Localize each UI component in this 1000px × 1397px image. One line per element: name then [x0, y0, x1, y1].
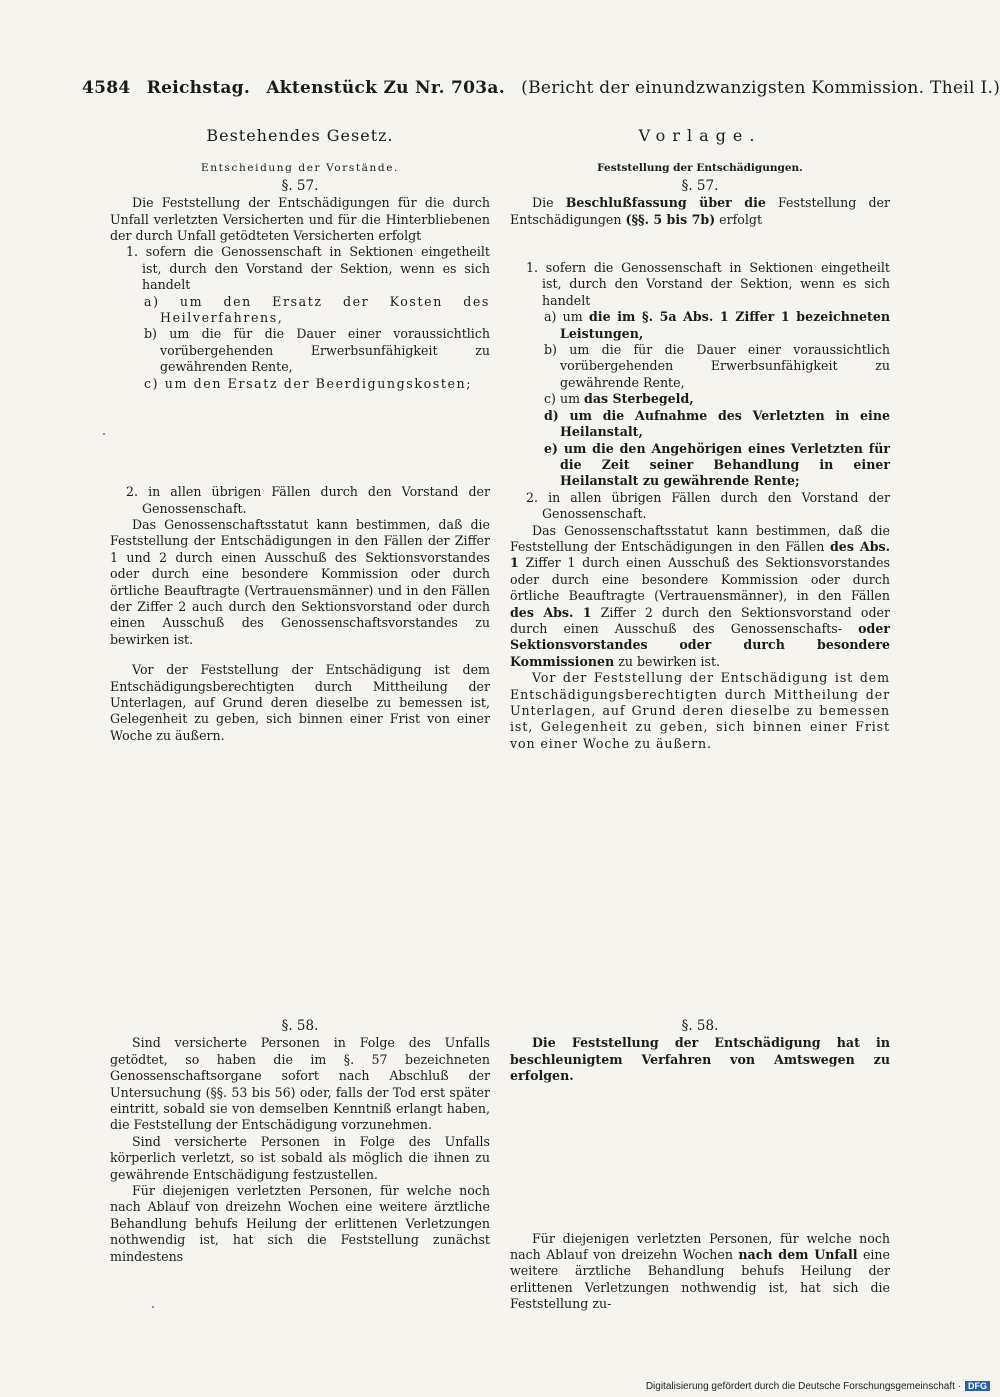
header-aktenstueck: Aktenstück Zu Nr. 703a.: [266, 78, 505, 98]
dfg-logo: DFG: [965, 1381, 990, 1391]
left-p58b: Sind versicherte Personen in Folge des Unfalls körperlich verletzt, so ist sobald als möglich die ihnen zu gewährende Entschädigung festzustellen.: [110, 1133, 490, 1182]
left-p58a: Sind versicherte Personen in Folge des Unfalls getödtet, so haben die im §. 57 bezeichneten Genossenschaftsorgane sofort nach Abschluß der Untersuchung (§§. 53 bis 56) oder, falls der Tod erst später eintritt, sobald sie von demselben Kenntniß erlangt haben, die Feststellung der Entschädigung vorzunehmen.: [110, 1035, 490, 1133]
right-column-sec58: [510, 1018, 890, 1313]
left-p3: Vor der Feststellung der Entschädigung ist dem Entschädigungsberechtigten durch Mittheilung der Unterlagen, auf Grund deren dieselbe zu bemessen ist, Gelegenheit zu geben, sich binnen einer Frist von einer Woche zu äußern.: [110, 662, 490, 743]
right-item-1d: d) um die Aufnahme des Verletzten in eine Heilanstalt,: [544, 407, 890, 440]
right-item-1: 1. sofern die Genossenschaft in Sektionen eingetheilt ist, durch den Vorstand der Sektion, wenn es sich handelt: [526, 260, 890, 308]
margin-mark: [152, 1306, 154, 1308]
right-section-57: §. 57.: [681, 177, 719, 194]
left-p2: Das Genossenschaftsstatut kann bestimmen, daß die Feststellung der Entschädigungen in den Fällen der Ziffer 1 und 2 durch einen Ausschuß des Sektionsvorstandes oder durch eine besondere Kommission oder durch örtliche Beauftragte (Vertrauensmänner) und in den Fällen der Ziffer 2 auch durch den Sektionsvorstand oder durch einen Ausschuß des Genossenschaftsvorstandes zu bewirken ist.: [110, 516, 490, 647]
left-p58c: Für diejenigen verletzten Personen, für welche noch nach Ablauf von dreizehn Wochen eine weitere ärztliche Behandlung behufs Heilung der erlittenen Verletzungen nothwendig ist, hat sich die Feststellung zunächst mindestens: [110, 1183, 490, 1264]
right-item-2: 2. in allen übrigen Fällen durch den Vorstand der Genossenschaft.: [526, 489, 890, 522]
right-p1-bold-1: Beschlußfassung über die: [565, 195, 766, 211]
right-section-58: §. 58.: [681, 1018, 719, 1034]
right-subhead: Feststellung der Entschädigungen.: [597, 162, 803, 175]
right-p58a: Die Feststellung der Entschädigung hat in beschleunigtem Verfahren von Amtswegen zu erfolgen.: [510, 1035, 890, 1084]
right-column-sec57: [510, 128, 890, 752]
right-item-1b: b) um die für die Dauer einer voraussichtlich vorübergehenden Erwerbsunfähigkeit zu gewährende Rente,: [544, 342, 890, 390]
right-item-1c: c) um das Sterbegeld,: [544, 391, 694, 407]
margin-mark: [103, 433, 105, 435]
header-report: (Bericht der einundzwanzigsten Kommission. Theil I.): [521, 78, 1000, 98]
left-subhead: Entscheidung der Vorstände.: [201, 162, 399, 175]
left-item-1a: a) um den Ersatz der Kosten des Heilverfahrens,: [144, 293, 490, 326]
left-item-1: 1. sofern die Genossenschaft in Sektionen eingetheilt ist, durch den Vorstand der Sektion, wenn es sich handelt: [126, 244, 490, 293]
page-number: 4584: [82, 78, 131, 98]
footer-text: Digitalisierung gefördert durch die Deutsche Forschungsgemeinschaft ·: [645, 1381, 961, 1392]
left-section-58: §. 58.: [281, 1018, 319, 1034]
left-column-sec58: [110, 1018, 490, 1265]
header-reichstag: Reichstag.: [146, 78, 251, 98]
page-header: [82, 78, 1000, 98]
left-column-sec57: [110, 128, 490, 744]
left-item-1b: b) um die für die Dauer einer voraussichtlich vorübergehenden Erwerbsunfähigkeit zu gewährenden Rente,: [144, 326, 490, 375]
right-item-1e: e) um die den Angehörigen eines Verletzten für die Zeit seiner Behandlung in einer Heilanstalt zu gewährende Rente;: [544, 440, 890, 489]
right-p1: Die Beschlußfassung über die Feststellung der Entschädigungen (§§. 5 bis 7b) erfolgt: [510, 195, 890, 227]
right-item-1a: a) um die im §. 5a Abs. 1 Ziffer 1 bezeichneten Leistungen,: [544, 309, 891, 341]
left-item-1c: c) um den Ersatz der Beerdigungskosten;: [144, 375, 473, 391]
right-p3: Vor der Feststellung der Entschädigung ist dem Entschädigungsberechtigten durch Mittheilung der Unterlagen, auf Grund deren dieselbe zu bemessen ist, Gelegenheit zu geben, sich binnen einer Frist von einer Woche zu äußern.: [510, 670, 890, 751]
digitization-footer: [646, 1381, 990, 1392]
left-p1: Die Feststellung der Entschädigungen für die durch Unfall verletzten Versicherten und für die Hinterbliebenen der durch Unfall getödteten Versicherten erfolgt: [110, 195, 490, 244]
left-item-2: 2. in allen übrigen Fällen durch den Vorstand der Genossenschaft.: [126, 484, 490, 516]
left-section-57: §. 57.: [281, 177, 319, 194]
left-column-title: Bestehendes Gesetz.: [206, 126, 394, 145]
right-p58c: Für diejenigen verletzten Personen, für welche noch nach Ablauf von dreizehn Wochen nach dem Unfall eine weitere ärztliche Behandlung behufs Heilung der erlittenen Verletzungen nothwendig ist, hat sich die Feststellung zu-: [510, 1230, 890, 1312]
right-column-title: Vorlage.: [638, 126, 762, 145]
right-p2: Das Genossenschaftsstatut kann bestimmen, daß die Feststellung der Entschädigungen in den Fällen des Abs. 1 Ziffer 1 durch einen Ausschuß des Sektionsvorstandes oder durch eine besondere Kommission oder durch örtliche Beauftragte (Vertrauensmänner), in den Fällen des Abs. 1 Ziffer 2 durch den Sektionsvorstand oder durch einen Ausschuß des Genossenschafts- oder Sektionsvorstandes oder durch besondere Kommissionen zu bewirken ist.: [510, 522, 890, 669]
right-p1-bold-2: (§§. 5 bis 7b): [625, 211, 716, 227]
